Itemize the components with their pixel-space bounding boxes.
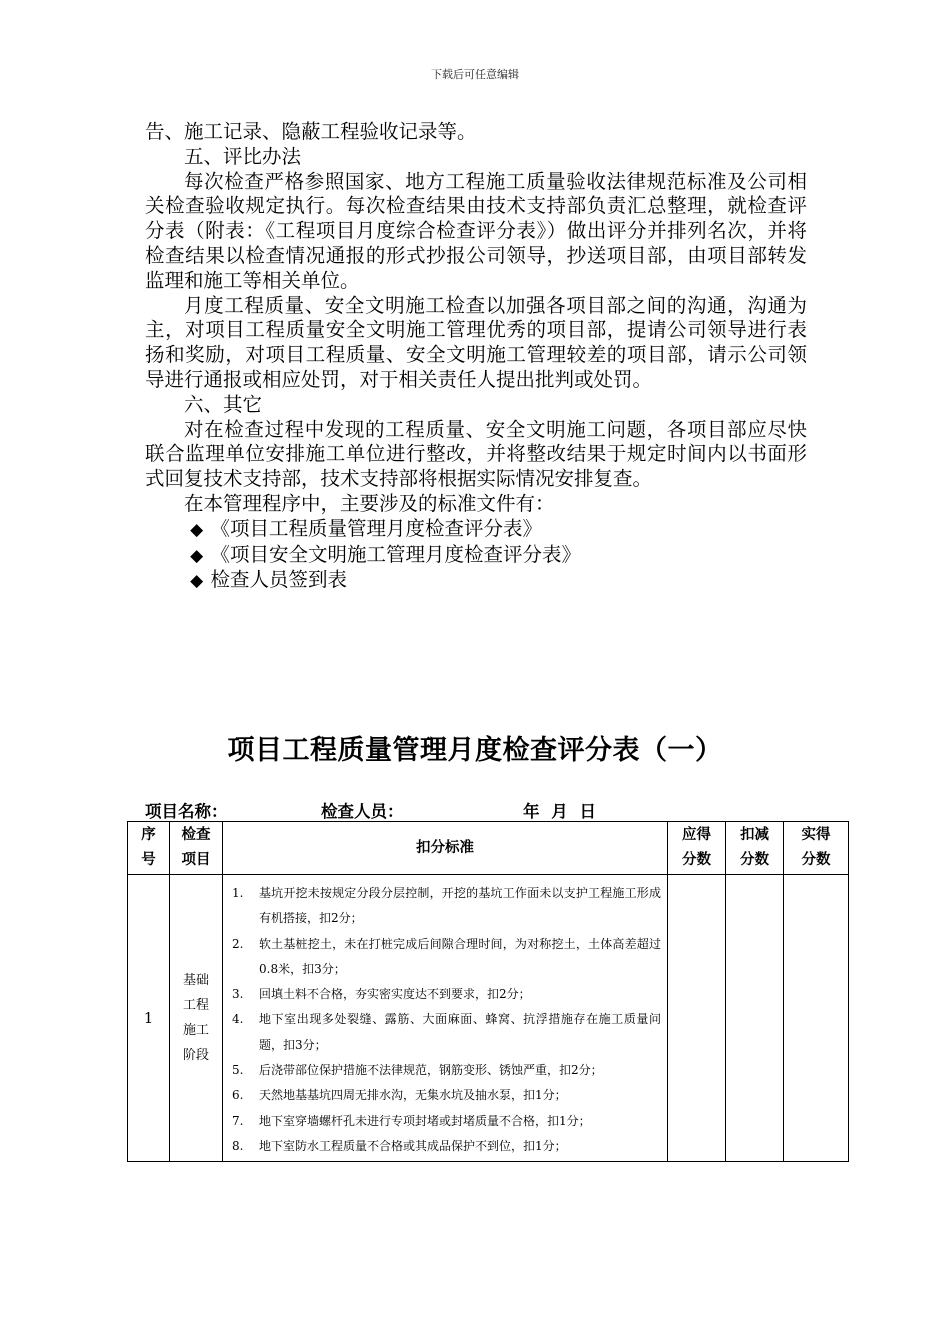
row-deduction [726, 875, 784, 1162]
page-header-note: 下载后可任意编辑 [431, 68, 519, 81]
paragraph: 在本管理程序中，主要涉及的标准文件有： [184, 491, 555, 515]
criteria-item: 5. 后浇带部位保护措施不法律规范，钢筋变形、锈蚀严重，扣2分； [232, 1063, 603, 1078]
criteria-item: 6. 天然地基基坑四周无排水沟，无集水坑及抽水泵，扣1分； [232, 1088, 567, 1103]
bullet-text: 《项目工程质量管理月度检查评分表》 [210, 516, 543, 540]
row-actual-score [784, 875, 849, 1162]
row-criteria [223, 875, 668, 1162]
section-heading-other: 六、其它 [184, 392, 263, 416]
bullet-item [145, 568, 807, 594]
inspector-label: 检查人员： [321, 802, 404, 821]
paragraph: 每次检查严格参照国家、地方工程施工质量验收法律规范标准及公司相关检查验收规定执行。每次检查结果由技术支持部负责汇总整理，就检查评分表（附表：《工程项目月度综合检查评分表》）做出评分并排列名次，并将检查结果以检查情况通报的形式抄报公司领导，抄送项目部，由项目部转发监理和施工等相关单位。 [145, 169, 807, 292]
criteria-item: 2. 软土基桩挖土，未在打桩完成后间隙合理时间，为对称挖土，土体高差超过0.8米，扣3分； [232, 936, 661, 976]
row-seq: 1 [128, 875, 170, 1162]
table-header-row [128, 822, 849, 875]
header-deduction: 扣减分数 [726, 822, 784, 875]
header-criteria: 扣分标准 [223, 822, 668, 875]
project-name-label: 项目名称： [145, 802, 228, 821]
row-full-score [668, 875, 726, 1162]
criteria-item: 3. 回填土料不合格，夯实密实度达不到要求，扣2分； [232, 987, 531, 1002]
paragraph: 告、施工记录、隐蔽工程验收记录等。 [145, 120, 477, 143]
criteria-item: 4. 地下室出现多处裂缝、露筋、大面麻面、蜂窝、抗浮措施存在施工质量问题，扣3分； [232, 1012, 661, 1052]
table-title: 项目工程质量管理月度检查评分表（一） [227, 735, 723, 766]
criteria-item: 8. 地下室防水工程质量不合格或其成品保护不到位，扣1分； [232, 1138, 567, 1153]
header-actual-score: 实得分数 [784, 822, 849, 875]
diamond-bullet-icon: ◆ [190, 519, 204, 540]
bullet-text: 《项目安全文明施工管理月度检查评分表》 [210, 542, 582, 566]
header-seq: 序号 [128, 822, 170, 875]
table-row [128, 875, 849, 1162]
criteria-item: 1. 基坑开挖未按规定分段分层控制，开挖的基坑工作面未以支护工程施工形成有机搭接，扣2分； [232, 886, 661, 926]
criteria-item: 7. 地下室穿墙螺杆孔未进行专项封堵或封堵质量不合格，扣1分； [232, 1113, 591, 1128]
bullet-text: 检查人员签到表 [210, 568, 348, 592]
paragraph: 月度工程质量、安全文明施工检查以加强各项目部之间的沟通，沟通为主，对项目工程质量安全文明施工管理优秀的项目部，提请公司领导进行表扬和奖励，对项目工程质量、安全文明施工管理较差的项目部，请示公司领导进行通报或相应处罚，对于相关责任人提出批判或处罚。 [145, 293, 807, 391]
score-table [127, 821, 849, 1162]
section-heading-evaluation: 五、评比办法 [184, 144, 302, 168]
date-label: 年 月 日 [523, 802, 596, 821]
bullet-item [145, 543, 807, 569]
header-item: 检查项目 [170, 822, 223, 875]
table-meta-row [145, 798, 825, 822]
bullet-item [145, 517, 807, 543]
header-full-score: 应得分数 [668, 822, 726, 875]
diamond-bullet-icon: ◆ [190, 545, 204, 566]
body-text [145, 120, 807, 594]
paragraph: 对在检查过程中发现的工程质量、安全文明施工问题，各项目部应尽快联合监理单位安排施工单位进行整改，并将整改结果于规定时间内以书面形式回复技术支持部，技术支持部将根据实际情况安排复查。 [145, 417, 807, 491]
diamond-bullet-icon: ◆ [190, 571, 204, 592]
row-item: 基础工程施工阶段 [170, 875, 223, 1162]
